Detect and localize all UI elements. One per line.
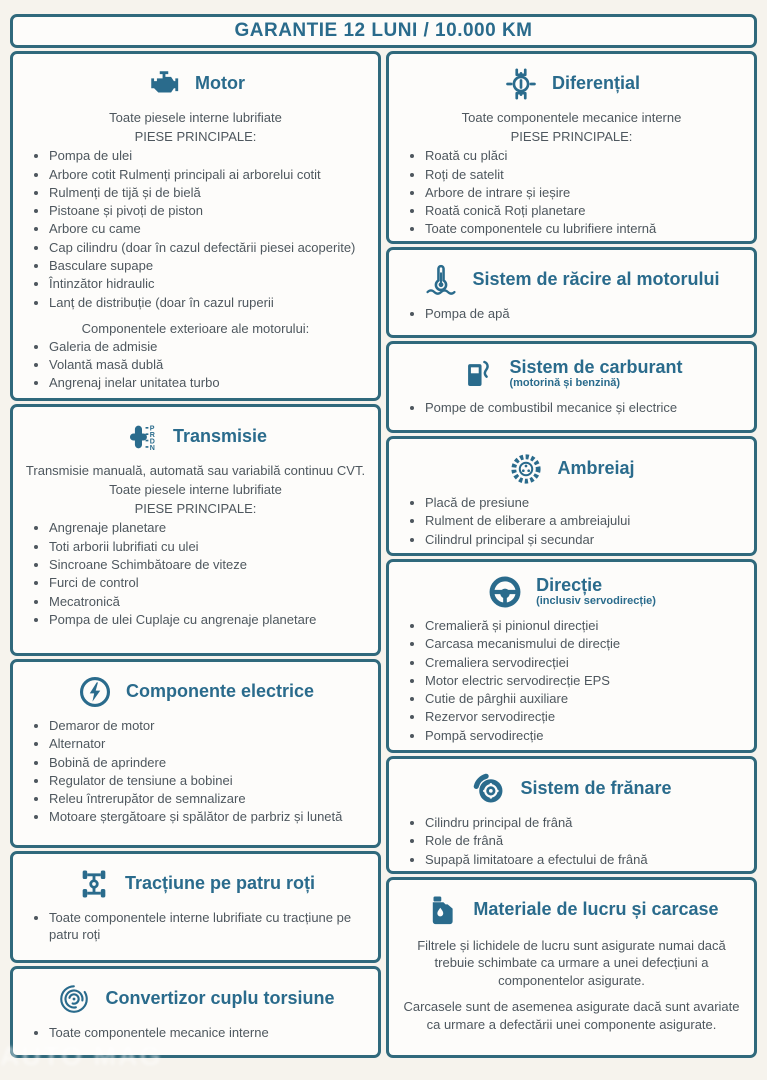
list-item: • Supapă limitatoare a efectului de frână — [425, 851, 744, 868]
section-transmisie — [10, 404, 381, 656]
section-heading — [399, 574, 744, 610]
section-title: Tracțiune pe patru roți — [124, 873, 316, 894]
section-componente-electrice — [10, 659, 381, 848]
watermark: AUTO MAG — [0, 1041, 163, 1071]
list-item: • Regulator de tensiune a bobinei — [49, 772, 368, 789]
section-directie — [386, 559, 757, 753]
section-title: Convertizor cuplu torsiune — [105, 988, 335, 1009]
intro-line: Toate piesele interne lubrifiate — [109, 482, 282, 498]
section-heading — [399, 892, 744, 928]
list-item: • Arbore cotit Rulmenți principali ai arborelui cotit — [49, 166, 368, 183]
section-title: Motor — [195, 73, 245, 94]
list-item: • Cap cilindru (doar în cazul defectării piesei acoperite) — [49, 239, 368, 256]
section-title: Direcție — [536, 574, 603, 595]
section-title: Transmisie — [172, 426, 268, 447]
section-heading — [399, 356, 744, 392]
section-heading — [23, 419, 368, 455]
list-item: • Roți de satelit — [425, 166, 744, 183]
section-title: Diferențial — [551, 73, 641, 94]
intro-line: PIESE PRINCIPALE: — [510, 129, 633, 145]
intro-line: Toate componentele mecanice interne — [461, 110, 682, 125]
list-item: • Furci de control — [49, 574, 368, 591]
section-heading — [399, 771, 744, 807]
svg-text:N: N — [149, 443, 155, 452]
bullet-list — [23, 1024, 368, 1041]
bullet-list — [399, 617, 744, 744]
section-title: Materiale de lucru și carcase — [473, 899, 719, 920]
list-item: • Cilindru principal de frână — [425, 814, 744, 831]
list-item: • Cilindrul principal și secundar — [425, 531, 744, 548]
bullet-list — [399, 814, 744, 868]
section-heading — [399, 262, 744, 298]
note-paragraph: Carcasele sunt de asemenea asigurate dacă sunt avariate ca urmare a defectării unei componente asigurate. — [403, 999, 740, 1032]
engine-icon — [146, 66, 182, 102]
list-item: • Toti arborii lubrifiati cu ulei — [49, 538, 368, 555]
list-item: • Carcasa mecanismului de direcție — [425, 635, 744, 652]
section-carburant — [386, 341, 757, 433]
list-item: • Demaror de motor — [49, 717, 368, 734]
section-convertizor — [10, 966, 381, 1058]
section-heading — [23, 866, 368, 902]
section-racire — [386, 247, 757, 338]
list-item: • Cremalieră și pinionul direcției — [425, 617, 744, 634]
list-item: • Arbore de intrare și ieșire — [425, 184, 744, 201]
section-diferential — [386, 51, 757, 244]
section-subtitle: (motorină și benzină) — [509, 377, 621, 390]
list-item: • Pompa de ulei — [49, 147, 368, 164]
fuel-pump-icon — [460, 356, 496, 392]
differential-icon — [503, 66, 539, 102]
list-item: • Pompe de combustibil mecanice și electrice — [425, 399, 744, 416]
intro-line: PIESE PRINCIPALE: — [134, 129, 257, 145]
section-title: Sistem de răcire al motorului — [472, 269, 720, 290]
brake-disc-icon — [471, 771, 507, 807]
list-item: • Pompa de ulei Cuplaje cu angrenaje planetare — [49, 611, 368, 628]
list-item: • Sincroane Schimbătoare de viteze — [49, 556, 368, 573]
steering-wheel-icon — [487, 574, 523, 610]
section-title: Sistem de carburant — [509, 356, 683, 377]
thermometer-icon — [423, 262, 459, 298]
bullet-list — [23, 717, 368, 826]
section-motor — [10, 51, 381, 401]
torque-converter-icon — [56, 981, 92, 1017]
list-item: • Cutie de pârghii auxiliare — [425, 690, 744, 707]
list-item: • Rulmenți de tijă și de bielă — [49, 184, 368, 201]
list-item: • Angrenaje planetare — [49, 519, 368, 536]
list-item: • Placă de presiune — [425, 494, 744, 511]
section-title: Sistem de frănare — [520, 778, 672, 799]
lightning-icon — [77, 674, 113, 710]
warranty-poster — [0, 14, 757, 1071]
section-title: Ambreiaj — [557, 458, 635, 479]
list-item: • Roată cu plăci — [425, 147, 744, 164]
list-item: • Toate componentele interne lubrifiate cu tracțiune pe patru roți — [49, 909, 368, 944]
left-column — [10, 51, 381, 1058]
list-item: • Pistoane și pivoți de piston — [49, 202, 368, 219]
list-item: • Rulment de eliberare a ambreiajului — [425, 512, 744, 529]
right-column — [386, 51, 757, 1058]
list-item: • Întinzător hidraulic — [49, 275, 368, 292]
bullet-list — [23, 909, 368, 944]
header-banner — [10, 14, 757, 48]
list-item: • Releu întrerupător de semnalizare — [49, 790, 368, 807]
section-heading — [399, 451, 744, 487]
list-item: • Motoare ștergătoare și spălător de parbriz și lunetă — [49, 808, 368, 825]
section-subtitle: (inclusiv servodirecție) — [536, 595, 656, 608]
bullet-list — [23, 338, 368, 392]
page-title: GARANTIE 12 LUNI / 10.000 KM — [234, 20, 533, 41]
bullet-list — [399, 399, 744, 416]
list-item: • Arbore cu came — [49, 220, 368, 237]
list-item: • Rezervor servodirecție — [425, 708, 744, 725]
section-heading — [23, 981, 368, 1017]
section-franare — [386, 756, 757, 874]
list-item: • Galeria de admisie — [49, 338, 368, 355]
list-item: • Cremaliera servodirecției — [425, 654, 744, 671]
list-item: • Bobină de aprindere — [49, 754, 368, 771]
list-item: • Role de frână — [425, 832, 744, 849]
svg-text:R: R — [149, 431, 155, 439]
gear-shifter-icon — [124, 419, 160, 455]
bullet-list — [399, 305, 744, 322]
section-heading — [23, 674, 368, 710]
svg-text:P: P — [149, 424, 155, 433]
oil-canister-icon — [424, 892, 460, 928]
list-item: • Angrenaj inelar unitatea turbo — [49, 374, 368, 391]
bullet-list — [399, 147, 744, 237]
four-wheel-drive-icon — [76, 866, 112, 902]
list-item: • Motor electric servodirecție EPS — [425, 672, 744, 689]
bullet-list — [23, 147, 368, 311]
list-item: • Toate componentele mecanice interne — [49, 1024, 368, 1041]
clutch-icon — [508, 451, 544, 487]
list-item: • Roată conică Roți planetare — [425, 202, 744, 219]
intro-line: PIESE PRINCIPALE: — [134, 501, 257, 517]
section-materiale — [386, 877, 757, 1058]
intro-line: Toate piesele interne lubrifiate — [109, 110, 282, 125]
list-item: • Toate componentele cu lubrifiere internă — [425, 220, 744, 237]
section-heading — [399, 66, 744, 102]
sub-section-header: Componentele exterioare ale motorului: — [81, 320, 310, 336]
list-item: • Pompă servodirecție — [425, 727, 744, 744]
list-item: • Pompa de apă — [425, 305, 744, 322]
list-item: • Alternator — [49, 735, 368, 752]
section-tractiune — [10, 851, 381, 963]
list-item: • Lanț de distribuție (doar în cazul ruperii — [49, 294, 368, 311]
content-columns — [10, 51, 757, 1058]
bullet-list — [23, 519, 368, 628]
list-item: • Basculare supape — [49, 257, 368, 274]
note-paragraph: Filtrele și lichidele de lucru sunt asigurate numai dacă trebuie schimbate ca urmare a unei defecțiuni a componentelor asigurate. — [417, 938, 726, 988]
list-item: • Mecatronică — [49, 593, 368, 610]
intro-line: Transmisie manuală, automată sau variabilă continuu CVT. — [25, 463, 366, 478]
list-item: • Volantă masă dublă — [49, 356, 368, 373]
section-ambreiaj — [386, 436, 757, 556]
section-heading — [23, 66, 368, 102]
bullet-list — [399, 494, 744, 548]
svg-text:D: D — [149, 437, 155, 446]
section-title: Componente electrice — [125, 681, 315, 702]
